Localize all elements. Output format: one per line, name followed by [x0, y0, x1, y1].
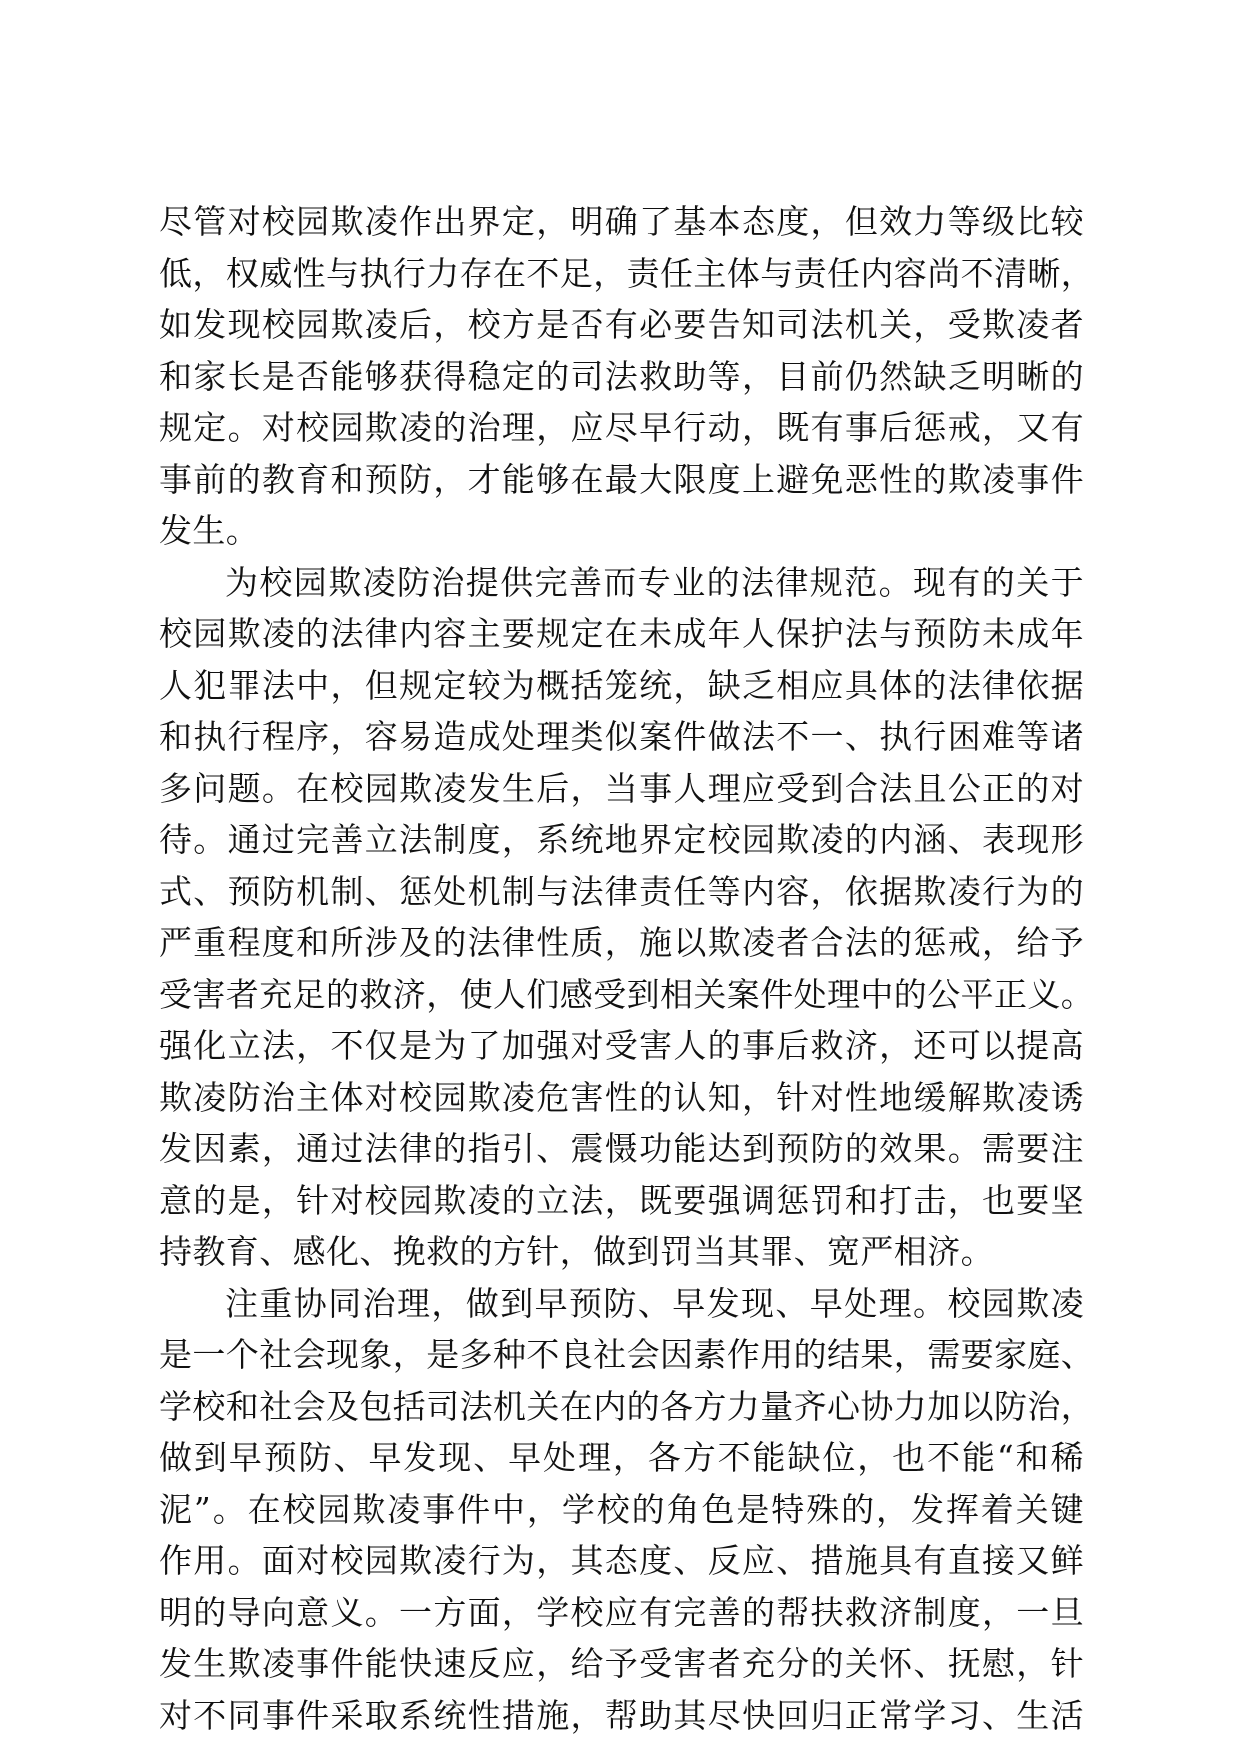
text-line: 做到早预防、早发现、早处理，各方不能缺位，也不能“和稀 — [159, 1438, 1084, 1477]
text-line: 多问题。在校园欺凌发生后，当事人理应受到合法且公正的对 — [159, 768, 1084, 808]
text-line: 低，权威性与执行力存在不足，责任主体与责任内容尚不清晰， — [159, 253, 1095, 293]
text-line: 是一个社会现象，是多种不良社会因素作用的结果，需要家庭、 — [159, 1335, 1095, 1374]
text-line: 严重程度和所涉及的法律性质，施以欺凌者合法的惩戒，给予 — [159, 923, 1084, 962]
text-line: 待。通过完善立法制度，系统地界定校园欺凌的内涵、表现形 — [159, 820, 1084, 859]
text-line: 规定。对校园欺凌的治理，应尽早行动，既有事后惩戒，又有 — [159, 408, 1084, 447]
text-line: 事前的教育和预防，才能够在最大限度上避免恶性的欺凌事件 — [159, 459, 1084, 499]
text-line: 式、预防机制、惩处机制与法律责任等内容，依据欺凌行为的 — [159, 871, 1084, 911]
text-line: 强化立法，不仅是为了加强对受害人的事后救济，还可以提高 — [159, 1026, 1084, 1065]
text-line: 注重协同治理，做到早预防、早发现、早处理。校园欺凌 — [225, 1283, 1084, 1323]
text-line: 和执行程序，容易造成处理类似案件做法不一、执行困难等诸 — [159, 717, 1084, 756]
text-line: 欺凌防治主体对校园欺凌危害性的认知，针对性地缓解欺凌诱 — [159, 1077, 1084, 1117]
text-line: 校园欺凌的法律内容主要规定在未成年人保护法与预防未成年 — [159, 614, 1084, 653]
text-line: 发因素，通过法律的指引、震慑功能达到预防的效果。需要注 — [159, 1129, 1084, 1168]
paragraph-2 — [159, 557, 1095, 1278]
text-line: 发生。 — [159, 511, 260, 550]
text-line: 泥”。在校园欺凌事件中，学校的角色是特殊的，发挥着关键 — [159, 1489, 1084, 1529]
text-line: 发生欺凌事件能快速反应，给予受害者充分的关怀、抚慰，针 — [159, 1644, 1084, 1683]
text-line: 明的导向意义。一方面，学校应有完善的帮扶救济制度，一旦 — [159, 1592, 1084, 1632]
document-body — [159, 196, 1095, 1741]
text-line: 学校和社会及包括司法机关在内的各方力量齐心协力加以防治， — [159, 1386, 1095, 1426]
text-line: 为校园欺凌防治提供完善而专业的法律规范。现有的关于 — [225, 562, 1084, 602]
text-line: 和家长是否能够获得稳定的司法救助等，目前仍然缺乏明晰的 — [159, 356, 1084, 396]
text-line: 尽管对校园欺凌作出界定，明确了基本态度，但效力等级比较 — [159, 202, 1084, 241]
text-line: 持教育、感化、挽救的方针，做到罚当其罪、宽严相济。 — [159, 1232, 994, 1271]
text-line: 受害者充足的救济，使人们感受到相关案件处理中的公平正义。 — [159, 974, 1095, 1014]
text-line: 意的是，针对校园欺凌的立法，既要强调惩罚和打击，也要坚 — [159, 1180, 1084, 1220]
text-line: 人犯罪法中，但规定较为概括笼统，缺乏相应具体的法律依据 — [159, 665, 1084, 705]
text-line: 对不同事件采取系统性措施，帮助其尽快回归正常学习、生活 — [159, 1695, 1084, 1735]
paragraph-3 — [159, 1278, 1095, 1742]
text-line: 作用。面对校园欺凌行为，其态度、反应、措施具有直接又鲜 — [159, 1541, 1084, 1580]
paragraph-1 — [159, 196, 1095, 557]
text-line: 如发现校园欺凌后，校方是否有必要告知司法机关，受欺凌者 — [159, 305, 1084, 344]
